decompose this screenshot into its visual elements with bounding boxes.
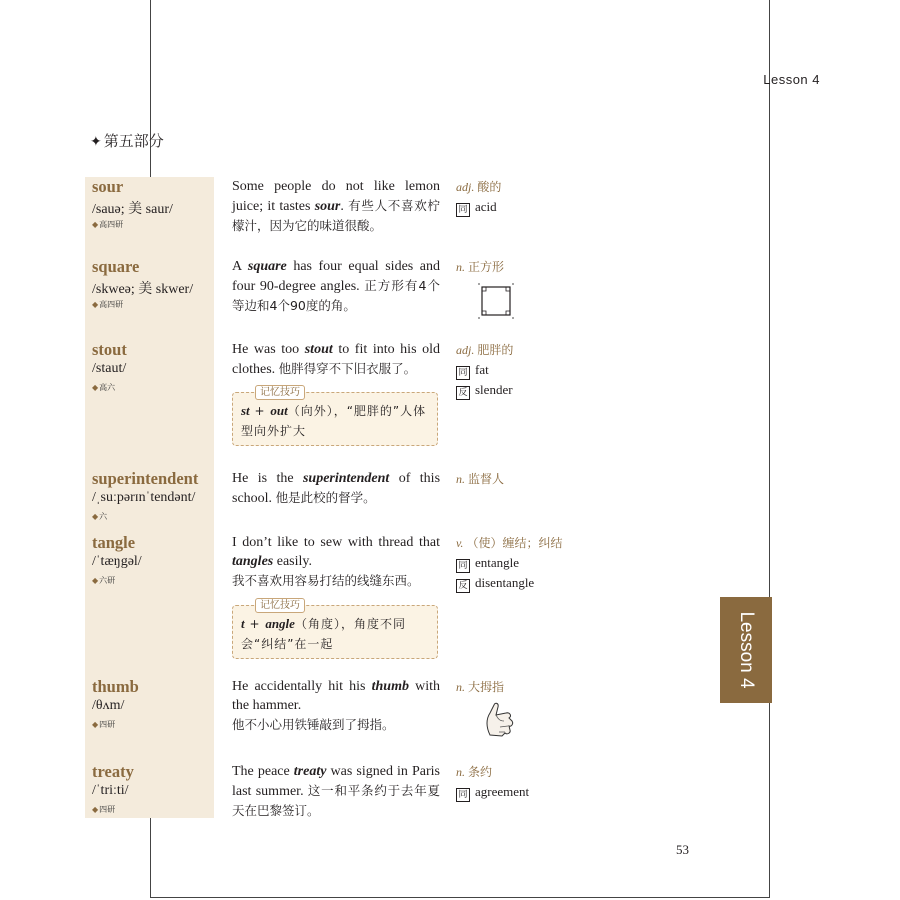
level-tag: [92, 219, 123, 230]
synonym-mark: 同: [456, 366, 470, 380]
example-translation: 他是此校的督学。: [275, 490, 376, 505]
memory-tip-label: 记忆技巧: [255, 598, 305, 613]
chinese-meaning: 正方形: [468, 260, 505, 274]
chinese-meaning: 酸的: [477, 180, 502, 194]
chinese-meaning: 监督人: [468, 472, 505, 486]
synonym: [456, 360, 566, 380]
headword: sour: [92, 177, 124, 196]
example-text: of this school.: [232, 471, 441, 506]
part-of-speech: n.: [456, 472, 465, 486]
level-tag: [92, 804, 115, 815]
example-keyword: stout: [304, 342, 333, 357]
synonym: [456, 782, 566, 802]
example-text: .: [340, 199, 349, 214]
antonym-mark: 反: [456, 386, 470, 400]
example-text: He accidentally hit his: [232, 679, 372, 694]
star-icon: ✦: [90, 134, 102, 150]
tip-explanation: （向外），“肥胖的”人体型向外扩大: [241, 404, 427, 438]
example-text: He was too: [232, 342, 305, 357]
definition: [456, 340, 566, 400]
synonym-mark: 同: [456, 559, 470, 573]
definition: [456, 533, 566, 593]
example-sentence: [232, 340, 440, 379]
part-of-speech: adj.: [456, 180, 475, 194]
synonym-word: acid: [475, 199, 497, 214]
tip-keyword: st: [241, 403, 250, 418]
example-text: easily.: [273, 554, 312, 569]
pronunciation: /skweə; 美 skwer/: [92, 282, 194, 297]
synonym-mark: 同: [456, 203, 470, 217]
example-sentence: [232, 469, 440, 508]
example-text: I don’t like to sew with thread that: [232, 535, 440, 550]
level-text: 四研: [99, 720, 116, 729]
pronunciation: /sauə; 美 saur/: [92, 202, 173, 217]
section-title: [90, 130, 164, 151]
antonym-word: disentangle: [475, 575, 535, 590]
example-text: Some people do not like lemon juice; it tastes: [232, 179, 440, 214]
antonym-mark: 反: [456, 579, 470, 593]
diamond-icon: ◆: [92, 576, 99, 585]
example-keyword: sour: [314, 199, 341, 214]
part-of-speech: v.: [456, 536, 464, 550]
level-tag: [92, 575, 115, 586]
memory-tip-box: [232, 387, 438, 446]
headword: superintendent: [92, 469, 199, 488]
thumb-illustration-icon: [482, 699, 518, 739]
diamond-icon: ◆: [92, 512, 99, 521]
example-keyword: treaty: [293, 764, 327, 779]
definition: [456, 762, 566, 802]
example-sentence: [232, 533, 440, 591]
headword: stout: [92, 340, 127, 359]
definition: [456, 677, 566, 739]
level-text: 四研: [99, 805, 116, 814]
pronunciation: /ˈtæŋgəl/: [92, 554, 142, 569]
example-translation: 正方形有4个等边和4个90度的角。: [232, 278, 441, 313]
tip-keyword: angle: [265, 616, 295, 631]
level-tag: [92, 299, 123, 310]
definition: [456, 469, 566, 489]
part-of-speech: n.: [456, 765, 465, 779]
level-text: 高四研: [99, 220, 124, 229]
synonym: [456, 197, 566, 217]
level-tag: [92, 382, 115, 393]
pronunciation: /ˈtriːti/: [92, 783, 129, 798]
lesson-header: Lesson 4: [763, 72, 820, 87]
pronunciation: /θʌm/: [92, 698, 125, 713]
pronunciation: /staut/: [92, 361, 127, 376]
level-text: 六研: [99, 576, 116, 585]
example-sentence: [232, 257, 440, 316]
synonym-word: agreement: [475, 784, 530, 799]
memory-tip-text: [241, 401, 429, 441]
diamond-icon: ◆: [92, 720, 99, 729]
diamond-icon: ◆: [92, 383, 99, 392]
definition: [456, 177, 566, 217]
antonym: [456, 573, 566, 593]
antonym-word: slender: [475, 382, 513, 397]
page-number: 53: [676, 842, 689, 857]
square-diagram-icon: [476, 281, 516, 321]
chinese-meaning: （使）缠结；纠结: [466, 536, 563, 550]
example-translation: 他不小心用铁锤敲到了拇指。: [232, 717, 395, 732]
synonym-word: entangle: [475, 555, 520, 570]
example-translation: 我不喜欢用容易打结的线缝东西。: [232, 573, 420, 588]
example-translation: 他胖得穿不下旧衣服了。: [278, 361, 417, 376]
synonym: [456, 553, 566, 573]
side-tab-label: Lesson 4: [736, 611, 757, 689]
memory-tip-text: [241, 614, 429, 654]
example-text: to fit into his old clothes.: [232, 342, 440, 377]
part-of-speech: n.: [456, 260, 465, 274]
example-text: The peace: [232, 764, 294, 779]
synonym-word: fat: [475, 362, 489, 377]
diamond-icon: ◆: [92, 805, 99, 814]
tip-plus: +: [249, 404, 271, 418]
headword: thumb: [92, 677, 139, 696]
level-tag: [92, 511, 107, 522]
level-text: 高六: [99, 383, 116, 392]
example-text: He is the: [232, 471, 303, 486]
headword: square: [92, 257, 140, 276]
example-keyword: square: [247, 259, 287, 274]
tip-keyword: t: [241, 616, 245, 631]
part-of-speech: adj.: [456, 343, 475, 357]
example-sentence: [232, 677, 440, 735]
section-title-text: 第五部分: [103, 132, 164, 150]
example-keyword: thumb: [371, 679, 409, 694]
lesson-side-tab: [720, 597, 772, 703]
example-sentence: [232, 177, 440, 236]
headword: treaty: [92, 762, 134, 781]
chinese-meaning: 大拇指: [468, 680, 505, 694]
tip-keyword: out: [270, 403, 288, 418]
memory-tip-box: [232, 600, 438, 659]
example-text: was signed in Paris last summer.: [232, 764, 441, 799]
chinese-meaning: 肥胖的: [477, 343, 514, 357]
tip-plus: +: [244, 617, 266, 631]
example-keyword: superintendent: [302, 471, 390, 486]
chinese-meaning: 条约: [468, 765, 493, 779]
example-translation: 有些人不喜欢柠檬汁，因为它的味道很酸。: [232, 198, 440, 233]
tip-explanation: （角度），角度不同会“纠结”在一起: [241, 617, 406, 651]
example-keyword: tangles: [232, 554, 274, 569]
diamond-icon: ◆: [92, 220, 99, 229]
pronunciation: /ˌsuːpərɪnˈtendənt/: [92, 490, 196, 505]
synonym-mark: 同: [456, 788, 470, 802]
level-text: 六: [99, 512, 108, 521]
example-text: has four equal sides and four 90-degree angles.: [232, 259, 440, 294]
example-text: with the hammer.: [232, 679, 440, 713]
example-sentence: [232, 762, 440, 821]
diamond-icon: ◆: [92, 300, 99, 309]
part-of-speech: n.: [456, 680, 465, 694]
example-translation: 这一和平条约于去年夏天在巴黎签订。: [232, 783, 440, 818]
definition: [456, 257, 566, 321]
example-text: A: [232, 259, 248, 274]
headword: tangle: [92, 533, 136, 552]
level-tag: [92, 719, 115, 730]
memory-tip-label: 记忆技巧: [255, 385, 305, 400]
antonym: [456, 380, 566, 400]
level-text: 高四研: [99, 300, 124, 309]
